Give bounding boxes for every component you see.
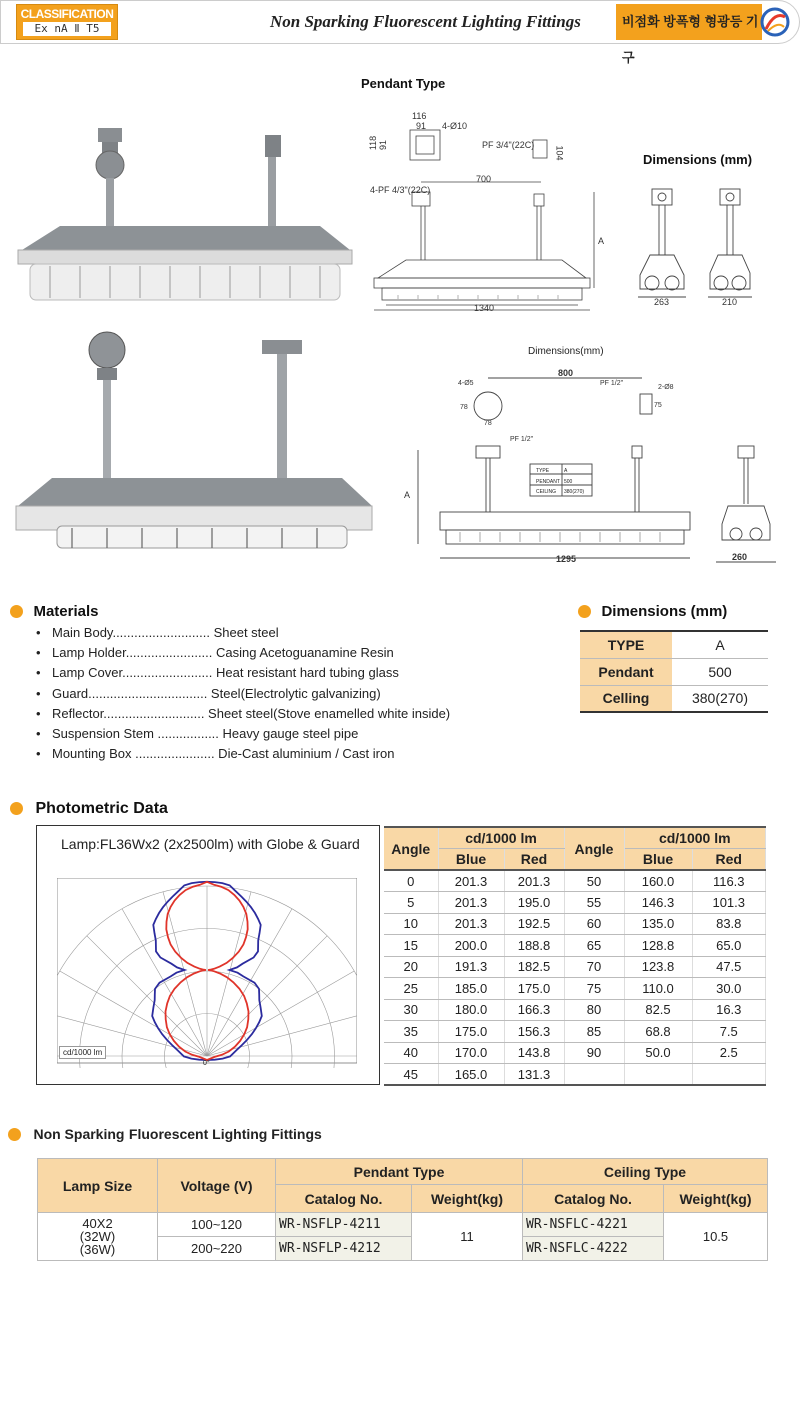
table-cell: 55 <box>564 892 624 914</box>
product-photo-pendant-2 <box>12 328 382 553</box>
header-catalog-2: Catalog No. <box>523 1185 664 1213</box>
mini-cell: A <box>564 468 568 474</box>
dim-118: 118 <box>368 135 379 151</box>
table-cell: 82.5 <box>624 999 692 1021</box>
list-item: • Reflector............................ Sheet steel(Stove enamelled white inside) <box>34 704 450 724</box>
table-cell: 185.0 <box>438 978 504 1000</box>
header-cd: cd/1000 lm <box>438 827 564 849</box>
dim-800: 800 <box>558 368 574 378</box>
table-cell: TYPE <box>580 631 672 658</box>
table-cell: 35 <box>384 1021 438 1043</box>
lamp-size-line: (32W) <box>79 1229 116 1244</box>
polar-chart <box>57 878 357 1068</box>
table-cell: 135.0 <box>624 913 692 935</box>
grid-spoke <box>207 971 354 1056</box>
table-row <box>580 658 768 685</box>
table-row <box>384 1021 766 1043</box>
table-cell: 68.8 <box>624 1021 692 1043</box>
table-cell: 201.3 <box>504 870 564 892</box>
dim-116: 116 <box>412 111 427 121</box>
grid-spoke <box>163 892 207 1056</box>
table-cell: 75 <box>564 978 624 1000</box>
header-catalog: Catalog No. <box>276 1185 412 1213</box>
dimensions-heading <box>578 603 727 621</box>
bullet-icon <box>8 1128 21 1141</box>
pendant-dimension-drawing <box>368 100 600 318</box>
ceiling-catalog-cell: WR-NSFLC-4221 <box>523 1213 664 1237</box>
page-title: Non Sparking Fluorescent Lighting Fittings <box>270 12 581 31</box>
table-cell: 201.3 <box>438 892 504 914</box>
table-cell: 65 <box>564 935 624 957</box>
ceiling-catalog-cell: WR-NSFLC-4222 <box>523 1237 664 1261</box>
photometric-heading <box>10 800 168 818</box>
table-cell: 180.0 <box>438 999 504 1021</box>
table-cell: 0 <box>384 870 438 892</box>
table-cell: 175.0 <box>504 978 564 1000</box>
header-ceiling: Ceiling Type <box>523 1159 768 1185</box>
dim-260: 260 <box>732 552 748 562</box>
voltage-cell: 200~220 <box>158 1237 276 1261</box>
classification-label: CLASSIFICATION <box>20 7 114 21</box>
table-row <box>580 631 768 658</box>
table-cell: 175.0 <box>438 1021 504 1043</box>
table-cell: 131.3 <box>504 1064 564 1086</box>
table-cell: 182.5 <box>504 956 564 978</box>
dimensions-table <box>580 630 768 713</box>
table-cell: 60 <box>564 913 624 935</box>
dim-78: 78 <box>484 420 492 427</box>
header-weight-2: Weight(kg) <box>664 1185 768 1213</box>
table-cell: 30.0 <box>692 978 766 1000</box>
drawing-1-dims-title: Dimensions (mm) <box>643 152 753 167</box>
grid-spoke <box>207 892 251 1056</box>
header-red: Red <box>504 849 564 871</box>
table-cell: 15 <box>384 935 438 957</box>
table-cell: 45 <box>384 1064 438 1086</box>
table-cell: 16.3 <box>692 999 766 1021</box>
table-cell: 128.8 <box>624 935 692 957</box>
table-cell: 50.0 <box>624 1042 692 1064</box>
table-cell: 191.3 <box>438 956 504 978</box>
table-row <box>38 1159 768 1185</box>
table-cell: 65.0 <box>692 935 766 957</box>
table-row <box>384 1042 766 1064</box>
pendant-catalog-cell: WR-NSFLP-4211 <box>276 1213 412 1237</box>
dim-pf43: 4-PF 4/3"(22C) <box>370 185 431 195</box>
bullet-icon <box>578 605 591 618</box>
table-row <box>384 892 766 914</box>
dim-700: 700 <box>476 174 492 184</box>
chart-zero-label: 0° <box>203 1060 210 1067</box>
lamp-size-line: 40X2 <box>82 1216 113 1231</box>
header-cd-2: cd/1000 lm <box>624 827 766 849</box>
header-angle: Angle <box>384 827 438 870</box>
table-cell: 83.8 <box>692 913 766 935</box>
mini-cell: TYPE <box>536 468 550 474</box>
table-cell: 192.5 <box>504 913 564 935</box>
table-cell: 116.3 <box>692 870 766 892</box>
mini-dim-table <box>532 466 592 498</box>
dim-91: 91 <box>416 121 427 131</box>
table-cell: Celling <box>580 685 672 712</box>
table-cell <box>692 1064 766 1086</box>
table-cell: 166.3 <box>504 999 564 1021</box>
table-cell: 25 <box>384 978 438 1000</box>
table-row <box>384 913 766 935</box>
header-pendant: Pendant Type <box>276 1159 523 1185</box>
chart-unit-label: cd/1000 lm <box>59 1046 106 1059</box>
materials-heading-text: Materials <box>33 603 99 620</box>
table-cell: 10 <box>384 913 438 935</box>
ceiling-dimension-drawing <box>410 372 782 568</box>
grid-spoke <box>60 971 207 1056</box>
grid-spoke <box>207 936 327 1056</box>
list-item: • Guard................................. Steel(Electrolytic galvanizing) <box>34 684 450 704</box>
photometric-table <box>384 826 766 1086</box>
ordering-heading-part2: Fluorescent Lighting Fittings <box>128 1126 322 1142</box>
table-cell: 165.0 <box>438 1064 504 1086</box>
ordering-heading-part1: Non Sparking <box>33 1126 125 1142</box>
bullet-icon <box>10 605 23 618</box>
dimensions-heading-text: Dimensions (mm) <box>601 603 728 620</box>
table-row <box>384 870 766 892</box>
dim-91v: 91 <box>378 139 389 151</box>
table-row <box>384 978 766 1000</box>
list-item: • Mounting Box ...................... Die-Cast aluminium / Cast iron <box>34 744 450 764</box>
header-angle-2: Angle <box>564 827 624 870</box>
table-row <box>384 1064 766 1086</box>
dim-4phi5: 4-Ø5 <box>458 380 474 387</box>
dim-pf34: PF 3/4"(22C) <box>482 140 535 150</box>
header-blue-2: Blue <box>624 849 692 871</box>
drawing-2-title: Dimensions(mm) <box>528 346 604 357</box>
dim-104: 104 <box>554 145 565 161</box>
table-row <box>580 685 768 712</box>
table-cell: 156.3 <box>504 1021 564 1043</box>
table-cell: 70 <box>564 956 624 978</box>
dim-1340: 1340 <box>474 303 495 313</box>
table-cell: 2.5 <box>692 1042 766 1064</box>
polar-chart-box <box>36 825 380 1085</box>
table-cell: 500 <box>672 658 768 685</box>
brand-logo-icon <box>760 7 790 37</box>
dim-1295: 1295 <box>556 554 577 564</box>
mini-cell: CEILING <box>536 489 557 495</box>
table-cell: 90 <box>564 1042 624 1064</box>
chart-title: Lamp:FL36Wx2 (2x2500lm) with Globe & Guard <box>61 836 360 852</box>
dim-75: 75 <box>654 402 662 409</box>
ceiling-weight-cell: 10.5 <box>664 1213 768 1261</box>
header-blue: Blue <box>438 849 504 871</box>
korean-title: 비점화 방폭형 형광등 기구 <box>616 4 762 40</box>
dim-a-2: A <box>404 490 411 500</box>
materials-heading <box>10 603 99 621</box>
classification-value: Ex nA Ⅱ T5 <box>23 22 111 36</box>
table-cell: 80 <box>564 999 624 1021</box>
grid-spoke <box>207 909 292 1056</box>
table-row <box>384 935 766 957</box>
table-cell: 146.3 <box>624 892 692 914</box>
table-cell: A <box>672 631 768 658</box>
header-red-2: Red <box>692 849 766 871</box>
dim-78v: 78 <box>460 404 468 411</box>
materials-list <box>34 623 450 764</box>
dim-210: 210 <box>722 297 738 307</box>
table-cell: 170.0 <box>438 1042 504 1064</box>
grid-spoke <box>122 909 207 1056</box>
header-weight: Weight(kg) <box>412 1185 523 1213</box>
dim-2phi8: 2-Ø8 <box>658 384 674 391</box>
lamp-size-cell <box>38 1213 158 1261</box>
classification-badge <box>16 4 118 40</box>
header-lamp-size: Lamp Size <box>38 1159 158 1213</box>
dim-hole: 4-Ø10 <box>442 121 468 131</box>
drawing-1-title: Pendant Type <box>361 76 446 91</box>
table-row <box>384 827 766 849</box>
table-cell: 50 <box>564 870 624 892</box>
table-row <box>384 956 766 978</box>
pendant-weight-cell: 11 <box>412 1213 523 1261</box>
table-cell: 101.3 <box>692 892 766 914</box>
table-cell: 5 <box>384 892 438 914</box>
list-item: • Lamp Holder........................ Casing Acetoguanamine Resin <box>34 643 450 663</box>
dim-pf12-b: PF 1/2" <box>510 436 534 443</box>
side-view-drawings <box>630 185 770 305</box>
dim-pf12-a: PF 1/2" <box>600 380 624 387</box>
table-cell: 30 <box>384 999 438 1021</box>
list-item: • Main Body........................... Sheet steel <box>34 623 450 643</box>
ordering-table <box>37 1158 768 1261</box>
bullet-icon <box>10 802 23 815</box>
table-cell: 47.5 <box>692 956 766 978</box>
mini-cell: 380(270) <box>564 489 585 495</box>
table-cell <box>624 1064 692 1086</box>
grid-spoke <box>87 936 207 1056</box>
chart-grid <box>57 886 357 1068</box>
voltage-cell: 100~120 <box>158 1213 276 1237</box>
product-photo-pendant-1 <box>10 120 355 310</box>
dim-a-1: A <box>598 236 605 246</box>
mini-cell: 500 <box>564 478 573 485</box>
table-cell: 188.8 <box>504 935 564 957</box>
ordering-heading <box>8 1126 322 1144</box>
table-cell: 380(270) <box>672 685 768 712</box>
table-cell: 7.5 <box>692 1021 766 1043</box>
table-cell: 85 <box>564 1021 624 1043</box>
table-cell: 160.0 <box>624 870 692 892</box>
table-cell: 200.0 <box>438 935 504 957</box>
table-cell: 40 <box>384 1042 438 1064</box>
table-cell: 143.8 <box>504 1042 564 1064</box>
table-cell: 20 <box>384 956 438 978</box>
list-item: • Lamp Cover......................... Heat resistant hard tubing glass <box>34 663 450 683</box>
list-item: • Suspension Stem ................. Heavy gauge steel pipe <box>34 724 450 744</box>
table-cell: 201.3 <box>438 870 504 892</box>
table-cell: 123.8 <box>624 956 692 978</box>
table-cell: Pendant <box>580 658 672 685</box>
table-cell: 195.0 <box>504 892 564 914</box>
lamp-size-line: (36W) <box>79 1242 116 1257</box>
photometric-heading-text: Photometric Data <box>35 800 168 817</box>
table-cell: 110.0 <box>624 978 692 1000</box>
pendant-catalog-cell: WR-NSFLP-4212 <box>276 1237 412 1261</box>
header-voltage: Voltage (V) <box>158 1159 276 1213</box>
table-cell: 201.3 <box>438 913 504 935</box>
table-row <box>38 1213 768 1237</box>
mini-cell: PENDANT <box>536 478 560 485</box>
table-cell <box>564 1064 624 1086</box>
table-row <box>384 999 766 1021</box>
dim-263: 263 <box>654 297 670 307</box>
